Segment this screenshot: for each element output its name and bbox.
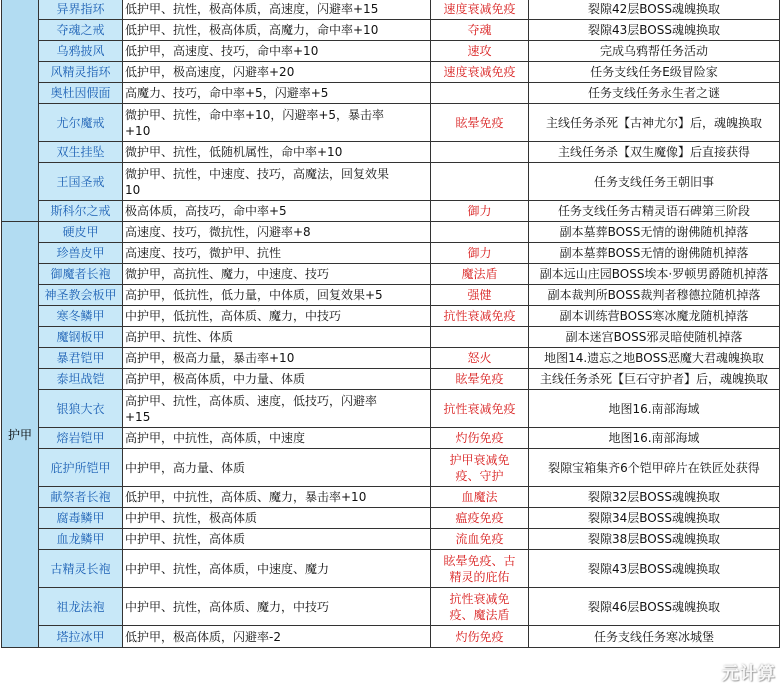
item-name: 寒冬鳞甲 [39,306,123,327]
item-name: 斯科尔之戒 [39,201,123,222]
item-attributes: 中护甲、抗性，高体质，中速度、魔力 [123,550,431,588]
table-row [2,41,780,62]
item-attributes: 微护甲、抗性，低随机属性，命中率+10 [123,142,431,163]
item-attributes: 高护甲，极高力量，暴击率+10 [123,348,431,369]
item-source: 地图14.遗忘之地BOSS恶魔大君魂魄换取 [529,348,780,369]
category-cell: 护甲 [2,222,39,648]
equipment-table [1,0,780,648]
table-row [2,369,780,390]
table-row [2,264,780,285]
item-source: 任务支线任务E级冒险家 [529,62,780,83]
item-effect: 御力 [431,201,529,222]
item-effect: 强健 [431,285,529,306]
item-name: 夺魂之戒 [39,20,123,41]
item-source: 裂隙34层BOSS魂魄换取 [529,508,780,529]
item-attributes: 低护甲，中抗性，高体质、魔力，暴击率+10 [123,487,431,508]
item-attributes: 高速度、技巧，微抗性，闪避率+8 [123,222,431,243]
item-name: 异界指环 [39,0,123,20]
item-attributes: 微护甲，高抗性、魔力，中速度、技巧 [123,264,431,285]
table-row [2,306,780,327]
item-name: 塔拉冰甲 [39,626,123,648]
item-effect [431,327,529,348]
item-effect: 护甲衰减免 疫、守护 [431,449,529,487]
item-source: 副本墓葬BOSS无情的谢佛随机掉落 [529,243,780,264]
item-source: 主线任务杀死【巨石守护者】后，魂魄换取 [529,369,780,390]
item-name: 神圣教会板甲 [39,285,123,306]
item-name: 献祭者长袍 [39,487,123,508]
item-source: 主线任务杀【双生魔像】后直接获得 [529,142,780,163]
item-effect [431,142,529,163]
item-effect: 流血免疫 [431,529,529,550]
item-effect: 眩晕免疫 [431,104,529,142]
item-attributes: 高魔力、技巧，命中率+5，闪避率+5 [123,83,431,104]
item-source: 副本裁判所BOSS裁判者穆德拉随机掉落 [529,285,780,306]
item-effect: 速度衰减免疫 [431,62,529,83]
item-source: 任务支线任务永生者之谜 [529,83,780,104]
category-cell [2,0,39,222]
item-effect: 抗性衰减免疫 [431,390,529,428]
item-attributes: 中护甲、抗性，高体质 [123,529,431,550]
item-attributes: 低护甲、抗性，极高体质，高魔力，命中率+10 [123,20,431,41]
item-source: 主线任务杀死【古神尤尔】后，魂魄换取 [529,104,780,142]
item-effect: 魔法盾 [431,264,529,285]
item-name: 魔钢板甲 [39,327,123,348]
table-row [2,626,780,648]
table-row [2,550,780,588]
item-name: 尤尔魔戒 [39,104,123,142]
watermark-logo: 元计算 [722,664,776,684]
item-effect: 眩晕免疫、古 精灵的庇佑 [431,550,529,588]
table-row [2,428,780,449]
item-attributes: 低护甲，高速度、技巧，命中率+10 [123,41,431,62]
item-attributes: 微护甲、抗性，命中率+10，闪避率+5，暴击率 +10 [123,104,431,142]
item-source: 裂隙43层BOSS魂魄换取 [529,550,780,588]
item-name: 血龙鳞甲 [39,529,123,550]
table-row [2,487,780,508]
item-source: 地图16.南部海域 [529,390,780,428]
item-effect: 速度衰减免疫 [431,0,529,20]
item-attributes: 高护甲，极高体质，中力量、体质 [123,369,431,390]
item-name: 泰坦战铠 [39,369,123,390]
item-attributes: 高护甲，低抗性，低力量，中体质，回复效果+5 [123,285,431,306]
item-effect: 灼伤免疫 [431,626,529,648]
item-name: 风精灵指环 [39,62,123,83]
table-row [2,449,780,487]
item-attributes: 高护甲、抗性，高体质、速度，低技巧，闪避率 +15 [123,390,431,428]
item-attributes: 低护甲、抗性，极高体质，高速度，闪避率+15 [123,0,431,20]
item-name: 御魔者长袍 [39,264,123,285]
item-source: 完成乌鸦帮任务活动 [529,41,780,62]
item-effect: 抗性衰减免 疫、魔法盾 [431,588,529,626]
item-name: 暴君铠甲 [39,348,123,369]
item-attributes: 中护甲、抗性，极高体质 [123,508,431,529]
item-source: 副本远山庄园BOSS埃本·罗顿男爵随机掉落 [529,264,780,285]
item-effect: 瘟疫免疫 [431,508,529,529]
item-effect: 抗性衰减免疫 [431,306,529,327]
item-attributes: 低护甲，极高体质，闪避率-2 [123,626,431,648]
item-attributes: 中护甲，高力量、体质 [123,449,431,487]
item-source: 副本墓葬BOSS无情的谢佛随机掉落 [529,222,780,243]
item-effect: 灼伤免疫 [431,428,529,449]
item-attributes: 中护甲，低抗性，高体质、魔力，中技巧 [123,306,431,327]
table-row [2,588,780,626]
item-attributes: 微护甲、抗性，中速度、技巧，高魔法，回复效果 10 [123,163,431,201]
item-attributes: 高速度、技巧，微护甲、抗性 [123,243,431,264]
table-row [2,0,780,20]
item-effect: 速攻 [431,41,529,62]
table-row [2,62,780,83]
table-row [2,285,780,306]
item-effect: 怒火 [431,348,529,369]
item-name: 腐毒鳞甲 [39,508,123,529]
table-row [2,508,780,529]
item-name: 王国圣戒 [39,163,123,201]
item-effect: 眩晕免疫 [431,369,529,390]
item-effect [431,222,529,243]
item-effect: 御力 [431,243,529,264]
item-source: 任务支线任务寒冰城堡 [529,626,780,648]
item-name: 庇护所铠甲 [39,449,123,487]
table-row [2,83,780,104]
item-name: 奥杜因假面 [39,83,123,104]
item-effect: 血魔法 [431,487,529,508]
item-attributes: 高护甲、抗性、体质 [123,327,431,348]
item-name: 珍兽皮甲 [39,243,123,264]
table-row [2,222,780,243]
item-attributes: 中护甲、抗性，高体质、魔力，中技巧 [123,588,431,626]
item-source: 裂隙宝箱集齐6个铠甲碎片在铁匠处获得 [529,449,780,487]
table-row [2,201,780,222]
table-row [2,390,780,428]
item-source: 裂隙38层BOSS魂魄换取 [529,529,780,550]
item-name: 熔岩铠甲 [39,428,123,449]
item-name: 祖龙法袍 [39,588,123,626]
item-attributes: 低护甲，极高速度，闪避率+20 [123,62,431,83]
item-source: 裂隙32层BOSS魂魄换取 [529,487,780,508]
item-name: 双生挂坠 [39,142,123,163]
item-effect [431,83,529,104]
item-attributes: 极高体质，高技巧，命中率+5 [123,201,431,222]
item-source: 副本训练营BOSS寒冰魔龙随机掉落 [529,306,780,327]
item-source: 地图16.南部海域 [529,428,780,449]
item-source: 任务支线任务古精灵语石碑第三阶段 [529,201,780,222]
item-effect [431,163,529,201]
item-attributes: 高护甲，中抗性，高体质，中速度 [123,428,431,449]
item-source: 任务支线任务王朝旧事 [529,163,780,201]
item-source: 裂隙42层BOSS魂魄换取 [529,0,780,20]
table-row [2,348,780,369]
table-row [2,163,780,201]
item-name: 硬皮甲 [39,222,123,243]
table-row [2,142,780,163]
item-name: 乌鸦披风 [39,41,123,62]
item-name: 银狼大衣 [39,390,123,428]
item-effect: 夺魂 [431,20,529,41]
table-row [2,20,780,41]
item-source: 裂隙43层BOSS魂魄换取 [529,20,780,41]
table-row [2,243,780,264]
table-row [2,327,780,348]
item-source: 副本迷宫BOSS邪灵暗使随机掉落 [529,327,780,348]
item-source: 裂隙46层BOSS魂魄换取 [529,588,780,626]
table-row [2,104,780,142]
item-name: 古精灵长袍 [39,550,123,588]
table-row [2,529,780,550]
